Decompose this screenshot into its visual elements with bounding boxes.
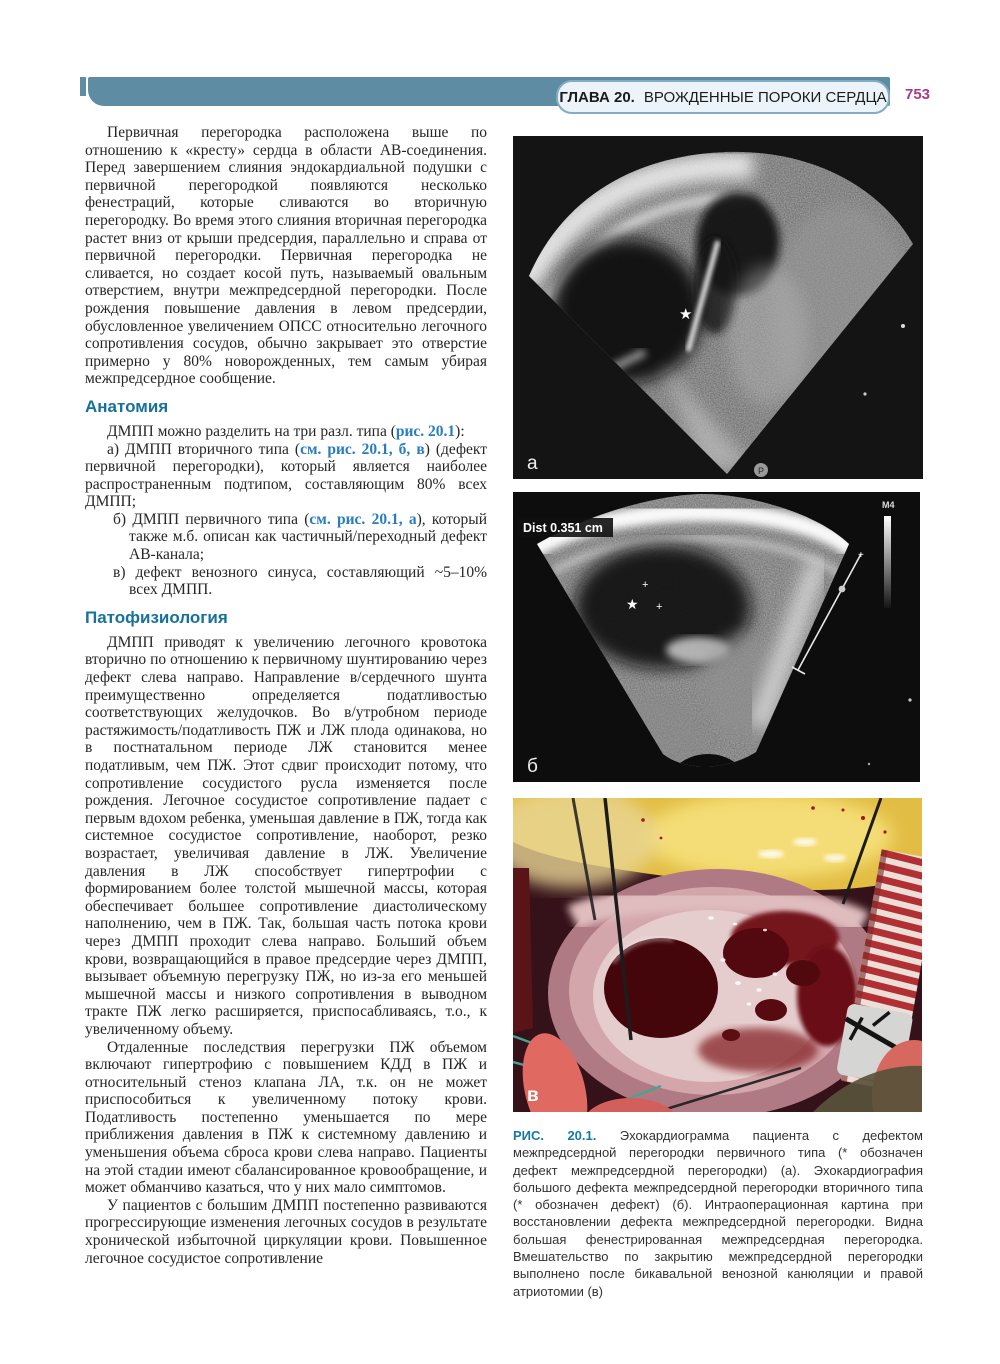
chapter-title: ВРОЖДЕННЫЕ ПОРОКИ СЕРДЦА <box>643 88 887 106</box>
panel-label-a: а <box>527 453 538 474</box>
text-segment: в) дефект венозного синуса, составляющий ~5–10% всех ДМПП. <box>113 563 487 599</box>
echo-a-dot <box>863 392 866 395</box>
defect-star-marker-a: ★ <box>679 306 693 323</box>
figure-reference-link[interactable]: рис. 20.1 <box>395 422 456 440</box>
text-column <box>85 124 487 1267</box>
panel-label-b: б <box>527 756 538 777</box>
echo-b-graphic <box>513 492 920 782</box>
grayscale-bar <box>884 516 891 608</box>
text-segment: ): <box>455 422 465 440</box>
echocardiogram-image-a <box>513 136 923 479</box>
anatomy-item-b <box>85 511 487 564</box>
atrial-tissue <box>548 869 888 1112</box>
mode-label: M4 <box>882 500 895 510</box>
defect-star-marker-b: ★ <box>626 596 639 612</box>
echo-a-dot <box>901 324 905 328</box>
echocardiogram-image-b <box>513 492 920 782</box>
distance-readout: Dist 0.351 cm <box>523 521 603 535</box>
figure-caption-number: РИС. 20.1. <box>513 1128 597 1143</box>
section-heading-anatomy: Анатомия <box>85 396 169 416</box>
figure-caption-text: Эхокардиограмма пациента с дефектом межпредсердной перегородки первичного типа (* обозначен дефект межпредсердной перегородки) (а). Эхокардиография большого дефекта межпредсердной перегородки вторичного типа (* обозначен дефект) (б). Интраоперационная картина при восстановлении дефекта межпредсердной перегородки. Видна большая фенестрированная межпредсердная перегородка. Вмешательство по закрытию межпредсердной перегородки выполнено после бикавальной венозной канюляции и правой атриотомии (в) <box>513 1128 923 1299</box>
anatomy-intro-line <box>85 423 487 441</box>
page-edge-mark <box>80 77 86 96</box>
intraoperative-photo-v <box>513 798 922 1112</box>
text-segment: ДМПП можно разделить на три разл. типа ( <box>107 422 396 440</box>
svg-text:+: + <box>858 550 864 561</box>
panel-label-v: в <box>527 1085 539 1106</box>
text-segment: ) (дефект первичной перегородки), который является наиболее распространенным подтипом, составляющим 80% всех ДМПП; <box>85 440 487 511</box>
echo-a-graphic <box>513 136 923 479</box>
echo-b-dot <box>908 698 911 701</box>
text-segment: б) ДМПП первичного типа ( <box>113 510 310 528</box>
figure-caption <box>513 1127 923 1300</box>
text-segment: а) ДМПП вторичного типа ( <box>107 440 301 458</box>
pathophysiology-paragraph-1: ДМПП приводят к увеличению легочного кровотока вторично по отношению к первичному шунтированию через дефект слева направо. Направление в/сердечного шунта преимущественно определяется податливостью соответствующих желудочков. Во в/утробном периоде растяжимость/податливость ПЖ и ЛЖ плода одинакова, но в постнатальном периоде ЛЖ становится менее податливым, чем ПЖ. Этот сдвиг происходит потому, что сопротивление сосудистого русла изменяется после рождения. Легочное сосудистое сопротивление падает с первым вдохом ребенка, уменьшая давление в ПЖ, тогда как системное сосудистое сопротивление, наоборот, резко возрастает, увеличивая давление в ЛЖ. Увеличение давления в ЛЖ способствует гипертрофии с формированием более толстой мышечной массы, которая обеспечивает большее сопротивление диастолическому наполнению, чем в ПЖ. Так, большая часть потока крови через ДМПП проходит слева направо. Больший объем крови, возвращающийся в правое предсердие через ДМПП, вызывает объемную перегрузку ПЖ, но из-за его меньшей мышечной массы и низкого сопротивления в выводном тракте ПЖ легко расширяется, приспосабливаясь, т.о., к увеличенному объему. <box>85 633 487 1038</box>
pathophysiology-paragraph-2: Отдаленные последствия перегрузки ПЖ объемом включают гипертрофию с повышением КДД в ПЖ и относительный стеноз клапана ЛА, т.к. он не может приспособиться к увеличенному потоку крови. Податливость постепенно уменьшается по мере приближения давления в ПЖ к системному давлению и уменьшения объема сброса крови слева направо. Пациенты на этой стадии имеют сбалансированное кровообращение, и может обманчиво казаться, что у них мало симптомов. <box>85 1038 487 1197</box>
figure-reference-link[interactable]: см. рис. 20.1, б, в <box>300 440 425 458</box>
probe-orientation-letter: P <box>757 466 765 476</box>
chapter-header-box <box>556 80 890 114</box>
surgery-graphic <box>513 798 922 1112</box>
intro-paragraph: Первичная перегородка расположена выше по отношению к «кресту» сердца в области АВ-соединения. Перед завершением слияния эндокардиальной подушки с первичной перегородкой появляются несколько фенестраций, которые сливаются во вторичную перегородку. Во время этого слияния вторичная перегородка растет вниз от крыши предсердия, параллельно и справа от первичной перегородки. Первичная перегородка не сливается, но создает косой путь, называемый овальным отверстием, внутри межпредсердной перегородки. После рождения повышение давления в левом предсердии, обусловленное увеличением ОПСС относительно легочного сопротивления сосудов, обычно закрывает это отверстие примерно у 80% новорожденных, тем самым убирая межпредсердное сообщение. <box>85 124 487 388</box>
chapter-number: ГЛАВА 20. <box>559 88 635 106</box>
echo-b-dot <box>868 763 870 765</box>
pathophysiology-paragraph-3: У пациентов с большим ДМПП постепенно развиваются прогрессирующие изменения легочных сосудов в результате хронической избыточной циркуляции крови. Повышенное легочное сосудистое сопротивление <box>85 1196 487 1267</box>
anatomy-item-a <box>85 441 487 511</box>
page-number: 753 <box>905 86 931 103</box>
text-segment: ), который также м.б. описан как частичный/переходный дефект АВ-канала; <box>129 510 487 564</box>
anatomy-item-v <box>85 564 487 599</box>
figure-reference-link[interactable]: см. рис. 20.1, а <box>309 510 417 528</box>
section-heading-pathophysiology: Патофизиология <box>85 607 228 627</box>
caliper-marker: + <box>656 601 663 613</box>
caliper-marker: + <box>642 579 649 591</box>
